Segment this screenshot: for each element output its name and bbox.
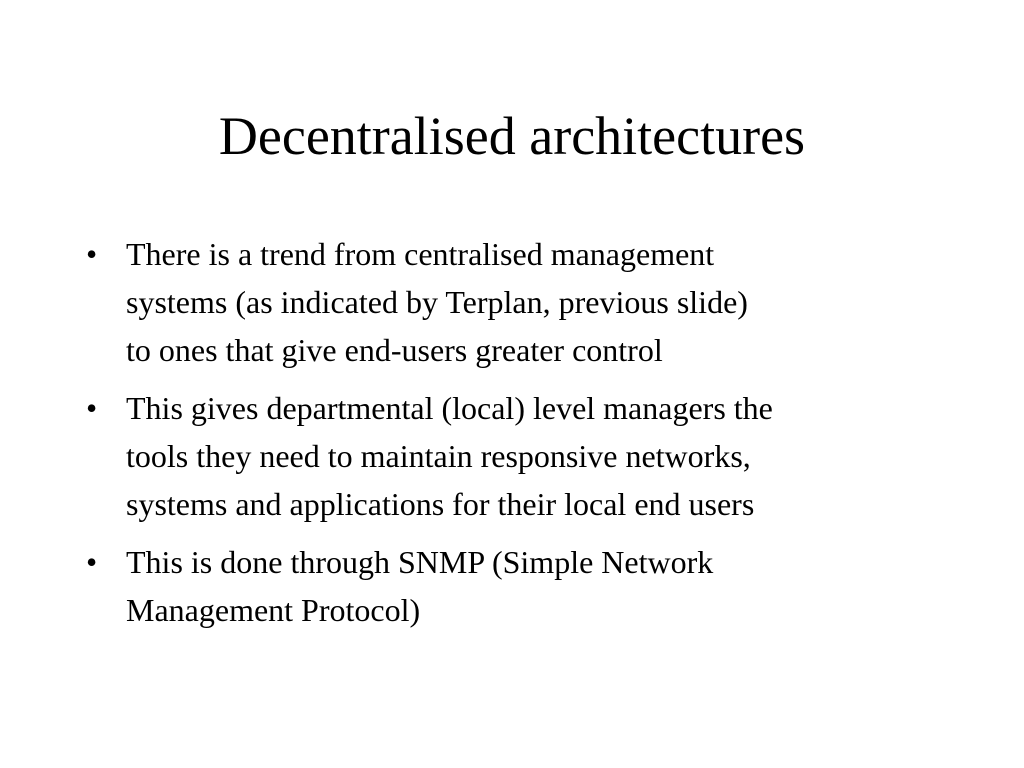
bullet-line: systems and applications for their local end users	[126, 486, 755, 522]
bullet-text	[126, 538, 966, 634]
slide-title: Decentralised architectures	[218, 106, 806, 166]
bullet-line: Management Protocol)	[126, 592, 421, 628]
bullet-marker: •	[86, 544, 98, 580]
bullet-line: This is done through SNMP (Simple Network	[126, 544, 714, 580]
bullet-line: tools they need to maintain responsive networks,	[126, 438, 751, 474]
bullet-item	[86, 384, 966, 528]
bullet-line: systems (as indicated by Terplan, previous slide)	[126, 284, 748, 320]
bullet-marker: •	[86, 390, 98, 426]
bullet-line: There is a trend from centralised management	[126, 236, 715, 272]
bullet-text	[126, 384, 966, 528]
bullet-item	[86, 538, 966, 634]
bullet-text	[126, 230, 966, 374]
bullet-line: This gives departmental (local) level managers the	[126, 390, 773, 426]
bullet-marker: •	[86, 236, 98, 272]
bullet-list	[86, 230, 966, 644]
bullet-item	[86, 230, 966, 374]
bullet-line: to ones that give end-users greater control	[126, 332, 663, 368]
